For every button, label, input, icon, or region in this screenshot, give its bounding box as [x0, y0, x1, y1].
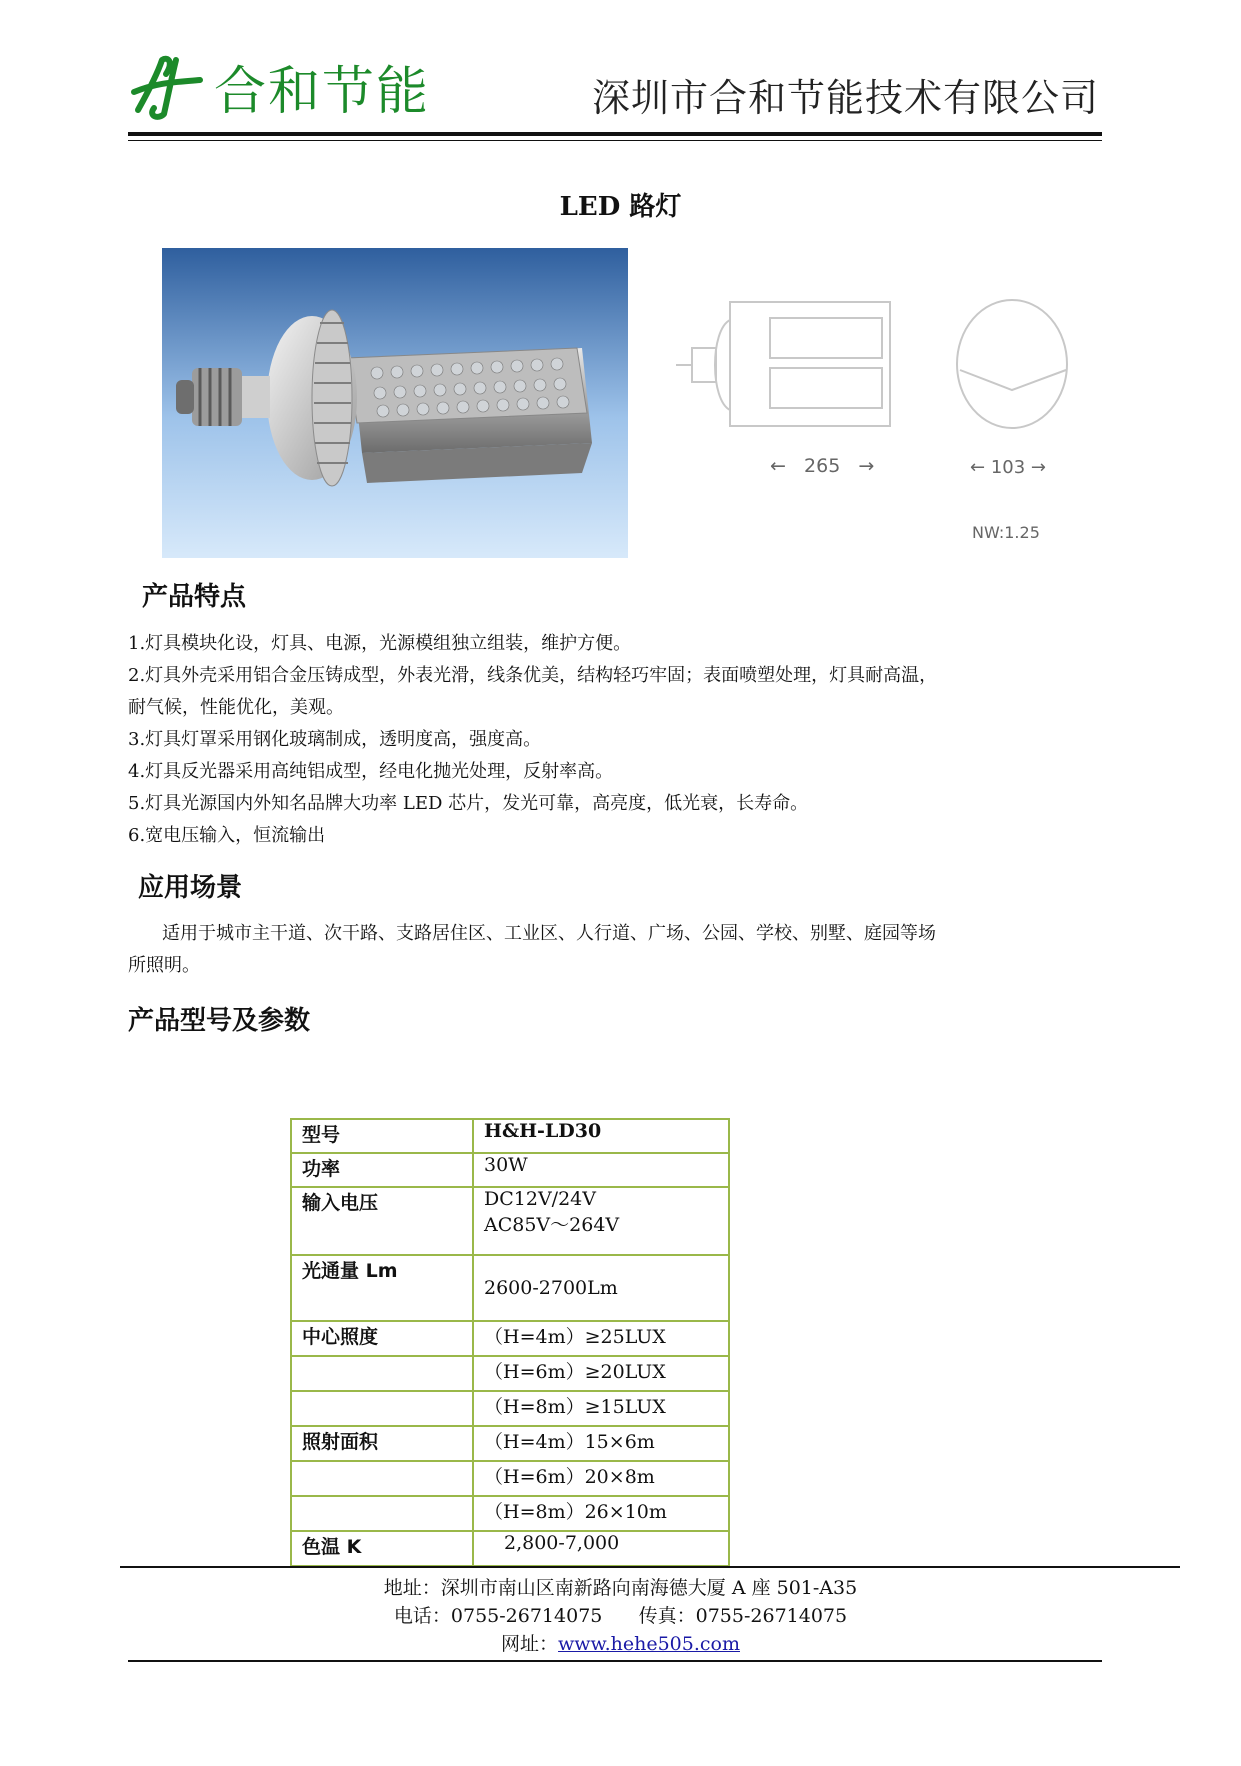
- list-item: 耐气候，性能优化，美观。: [128, 697, 344, 718]
- footer-contacts: [0, 1602, 1241, 1630]
- website-link[interactable]: www.hehe505.com: [558, 1633, 740, 1655]
- footer-rule: [120, 1566, 1180, 1568]
- list-item: 2.灯具外壳采用铝合金压铸成型，外表光滑，线条优美，结构轻巧牢固；表面喷塑处理，灯具耐高温，: [128, 665, 938, 686]
- spec-label: 中心照度: [291, 1321, 473, 1356]
- spec-value: （H=6m）20×8m: [473, 1461, 729, 1496]
- table-row: [291, 1153, 729, 1187]
- spec-value: （H=8m）26×10m: [473, 1496, 729, 1531]
- table-row: [291, 1391, 729, 1426]
- footer-fax: 传真：0755-26714075: [638, 1605, 848, 1627]
- table-row: [291, 1356, 729, 1391]
- spec-label: [291, 1496, 473, 1531]
- product-photo: [162, 248, 628, 558]
- application-line: 所照明。: [128, 955, 200, 976]
- table-row: [291, 1496, 729, 1531]
- net-weight: NW:1.25: [972, 523, 1040, 542]
- footer-address: 地址：深圳市南山区南新路向南海德大厦 A 座 501-A35: [383, 1577, 858, 1599]
- footer-web: [0, 1630, 1241, 1658]
- spec-label: 型号: [291, 1119, 473, 1153]
- spec-value: 30W: [473, 1153, 729, 1187]
- spec-value: （H=4m）15×6m: [473, 1426, 729, 1461]
- table-row: [291, 1119, 729, 1153]
- width-value: 103: [990, 457, 1026, 478]
- voltage-dc: DC12V/24V: [484, 1188, 596, 1210]
- header-rule: [128, 132, 1102, 136]
- spec-value: 2,800-7,000: [473, 1531, 729, 1566]
- features-list: [128, 628, 1108, 852]
- application-line: 适用于城市主干道、次干路、支路居住区、工业区、人行道、广场、公园、学校、别墅、庭园等场: [162, 923, 936, 944]
- features-heading: 产品特点: [142, 582, 247, 612]
- spec-label: [291, 1356, 473, 1391]
- spec-label: 光通量 Lm: [291, 1255, 473, 1321]
- footer-web-label: 网址：: [501, 1633, 559, 1655]
- table-row: [291, 1255, 729, 1321]
- spec-label: [291, 1461, 473, 1496]
- dimension-drawing: [670, 290, 1090, 550]
- logo-mark-icon: [128, 52, 208, 122]
- arrow-left-icon: ←: [970, 457, 991, 478]
- spec-value: （H=6m）≥20LUX: [473, 1356, 729, 1391]
- table-row: [291, 1426, 729, 1461]
- footer-phone: 电话：0755-26714075: [393, 1605, 603, 1627]
- table-row: [291, 1321, 729, 1356]
- header-rule-thin: [128, 140, 1102, 141]
- table-row: [291, 1461, 729, 1496]
- list-item: 5.灯具光源国内外知名品牌大功率 LED 芯片，发光可靠，高亮度，低光衰，长寿命。: [128, 793, 809, 814]
- logo-text: 合和节能: [214, 62, 431, 122]
- application-heading: 应用场景: [138, 873, 243, 903]
- spec-value: （H=4m）≥25LUX: [473, 1321, 729, 1356]
- table-row: [291, 1187, 729, 1255]
- spec-label: 照射面积: [291, 1426, 473, 1461]
- list-item: 3.灯具灯罩采用钢化玻璃制成，透明度高，强度高。: [128, 729, 542, 750]
- list-item: 1.灯具模块化设，灯具、电源，光源模组独立组装，维护方便。: [128, 633, 632, 654]
- spec-label: [291, 1391, 473, 1426]
- list-item: 6.宽电压输入，恒流输出: [128, 825, 326, 846]
- spec-label: 色温 K: [291, 1531, 473, 1566]
- specs-heading: 产品型号及参数: [128, 1006, 311, 1036]
- table-row: [291, 1531, 729, 1566]
- width-dimension: [970, 457, 1046, 478]
- spec-label: 功率: [291, 1153, 473, 1187]
- length-value: 265: [804, 455, 841, 477]
- spec-label: 输入电压: [291, 1187, 473, 1255]
- length-dimension: [770, 455, 874, 477]
- company-name: 深圳市合和节能技术有限公司: [592, 76, 1100, 120]
- arrow-left-icon: ←: [770, 455, 805, 477]
- spec-value: 2600-2700Lm: [473, 1255, 729, 1321]
- page-title: LED 路灯: [559, 192, 682, 222]
- arrow-right-icon: →: [1025, 457, 1046, 478]
- spec-value: （H=8m）≥15LUX: [473, 1391, 729, 1426]
- arrow-right-icon: →: [840, 455, 875, 477]
- spec-value: [473, 1187, 729, 1255]
- list-item: 4.灯具反光器采用高纯铝成型，经电化抛光处理，反射率高。: [128, 761, 614, 782]
- application-text: [128, 918, 1118, 982]
- spec-table: [290, 1118, 730, 1567]
- footer-rule-bottom: [128, 1660, 1102, 1662]
- voltage-ac: AC85V～264V: [484, 1214, 620, 1236]
- spec-value: H&H-LD30: [473, 1119, 729, 1153]
